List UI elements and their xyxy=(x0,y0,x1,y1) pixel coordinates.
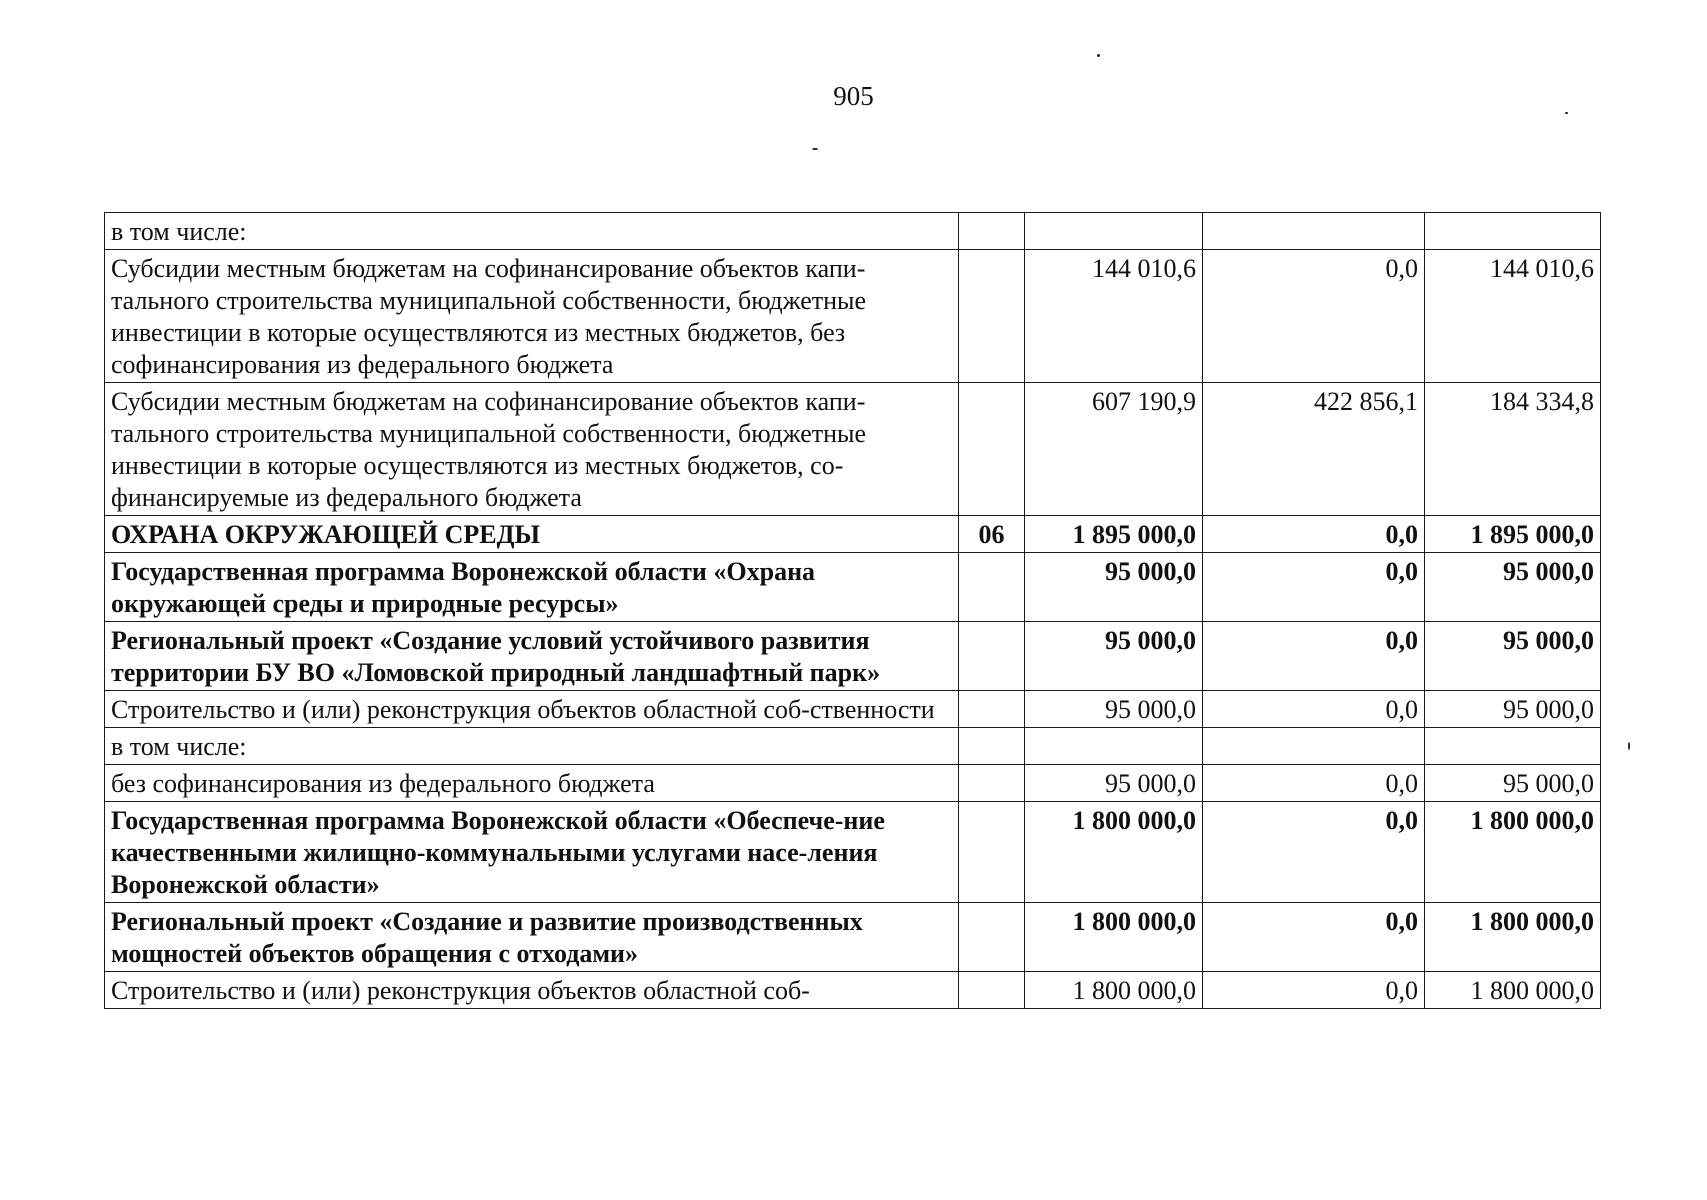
row-code-cell xyxy=(959,903,1025,972)
row-name-cell: ОХРАНА ОКРУЖАЮЩЕЙ СРЕДЫ xyxy=(105,516,959,553)
row-name-cell: Государственная программа Воронежской области «Обеспече-ние качественными жилищно-коммунальными услугами насе-ления Воронежской области» xyxy=(105,802,959,903)
row-total-cell: 1 800 000,0 xyxy=(1025,972,1203,1009)
row-name-cell: Региональный проект «Создание условий устойчивого развития территории БУ ВО «Ломовской природный ландшафтный парк» xyxy=(105,622,959,691)
row-code-cell xyxy=(959,622,1025,691)
row-regional-cell: 95 000,0 xyxy=(1425,553,1601,622)
table-row xyxy=(105,972,1601,1009)
row-name-cell: Строительство и (или) реконструкция объектов областной соб-ственности xyxy=(105,691,959,728)
table-row xyxy=(105,213,1601,250)
row-total-cell xyxy=(1025,728,1203,765)
row-federal-cell: 0,0 xyxy=(1203,516,1425,553)
row-regional-cell: 1 800 000,0 xyxy=(1425,972,1601,1009)
row-regional-cell: 1 800 000,0 xyxy=(1425,903,1601,972)
row-regional-cell xyxy=(1425,213,1601,250)
table-row xyxy=(105,622,1601,691)
scan-speck xyxy=(1565,112,1568,114)
row-total-cell: 95 000,0 xyxy=(1025,622,1203,691)
row-federal-cell xyxy=(1203,213,1425,250)
row-total-cell: 1 895 000,0 xyxy=(1025,516,1203,553)
row-name-cell: Субсидии местным бюджетам на софинансирование объектов капи-тального строительства муниципальной собственности, бюджетные инвестиции в которые осуществляются из местных бюджетов, со-финансируемые из федерального бюджета xyxy=(105,383,959,516)
row-total-cell: 95 000,0 xyxy=(1025,765,1203,802)
row-name-cell: без софинансирования из федерального бюджета xyxy=(105,765,959,802)
row-regional-cell: 1 895 000,0 xyxy=(1425,516,1601,553)
scan-speck xyxy=(812,148,818,150)
row-code-cell xyxy=(959,213,1025,250)
table-row xyxy=(105,903,1601,972)
row-federal-cell: 0,0 xyxy=(1203,972,1425,1009)
row-code-cell xyxy=(959,802,1025,903)
table-row xyxy=(105,728,1601,765)
table-row xyxy=(105,802,1601,903)
row-name-cell: Строительство и (или) реконструкция объектов областной соб- xyxy=(105,972,959,1009)
row-total-cell: 607 190,9 xyxy=(1025,383,1203,516)
row-total-cell: 95 000,0 xyxy=(1025,691,1203,728)
row-federal-cell xyxy=(1203,728,1425,765)
row-federal-cell: 0,0 xyxy=(1203,250,1425,383)
row-name-cell: Субсидии местным бюджетам на софинансирование объектов капи-тального строительства муниципальной собственности, бюджетные инвестиции в которые осуществляются из местных бюджетов, без софинансирования из федерального бюджета xyxy=(105,250,959,383)
table-row xyxy=(105,383,1601,516)
scan-speck xyxy=(1628,742,1630,750)
row-federal-cell: 0,0 xyxy=(1203,691,1425,728)
row-total-cell: 95 000,0 xyxy=(1025,553,1203,622)
scan-speck xyxy=(1097,54,1100,57)
row-total-cell: 144 010,6 xyxy=(1025,250,1203,383)
row-code-cell xyxy=(959,250,1025,383)
row-federal-cell: 0,0 xyxy=(1203,553,1425,622)
row-name-cell: в том числе: xyxy=(105,213,959,250)
table-row xyxy=(105,516,1601,553)
row-federal-cell: 0,0 xyxy=(1203,802,1425,903)
row-regional-cell: 184 334,8 xyxy=(1425,383,1601,516)
budget-table xyxy=(104,212,1601,1009)
row-federal-cell: 422 856,1 xyxy=(1203,383,1425,516)
row-code-cell xyxy=(959,972,1025,1009)
row-code-cell: 06 xyxy=(959,516,1025,553)
row-regional-cell xyxy=(1425,728,1601,765)
row-federal-cell: 0,0 xyxy=(1203,622,1425,691)
row-name-cell: Государственная программа Воронежской области «Охрана окружающей среды и природные ресурсы» xyxy=(105,553,959,622)
row-total-cell xyxy=(1025,213,1203,250)
row-code-cell xyxy=(959,728,1025,765)
row-regional-cell: 1 800 000,0 xyxy=(1425,802,1601,903)
row-code-cell xyxy=(959,553,1025,622)
budget-table-body xyxy=(105,213,1601,1009)
row-regional-cell: 95 000,0 xyxy=(1425,765,1601,802)
page-number: 905 xyxy=(833,81,874,111)
row-code-cell xyxy=(959,691,1025,728)
row-name-cell: Региональный проект «Создание и развитие производственных мощностей объектов обращения с отходами» xyxy=(105,903,959,972)
row-code-cell xyxy=(959,765,1025,802)
table-row xyxy=(105,553,1601,622)
table-row xyxy=(105,691,1601,728)
row-name-cell: в том числе: xyxy=(105,728,959,765)
row-regional-cell: 144 010,6 xyxy=(1425,250,1601,383)
row-federal-cell: 0,0 xyxy=(1203,903,1425,972)
row-regional-cell: 95 000,0 xyxy=(1425,691,1601,728)
row-regional-cell: 95 000,0 xyxy=(1425,622,1601,691)
row-total-cell: 1 800 000,0 xyxy=(1025,903,1203,972)
row-federal-cell: 0,0 xyxy=(1203,765,1425,802)
row-total-cell: 1 800 000,0 xyxy=(1025,802,1203,903)
table-row xyxy=(105,765,1601,802)
row-code-cell xyxy=(959,383,1025,516)
table-row xyxy=(105,250,1601,383)
